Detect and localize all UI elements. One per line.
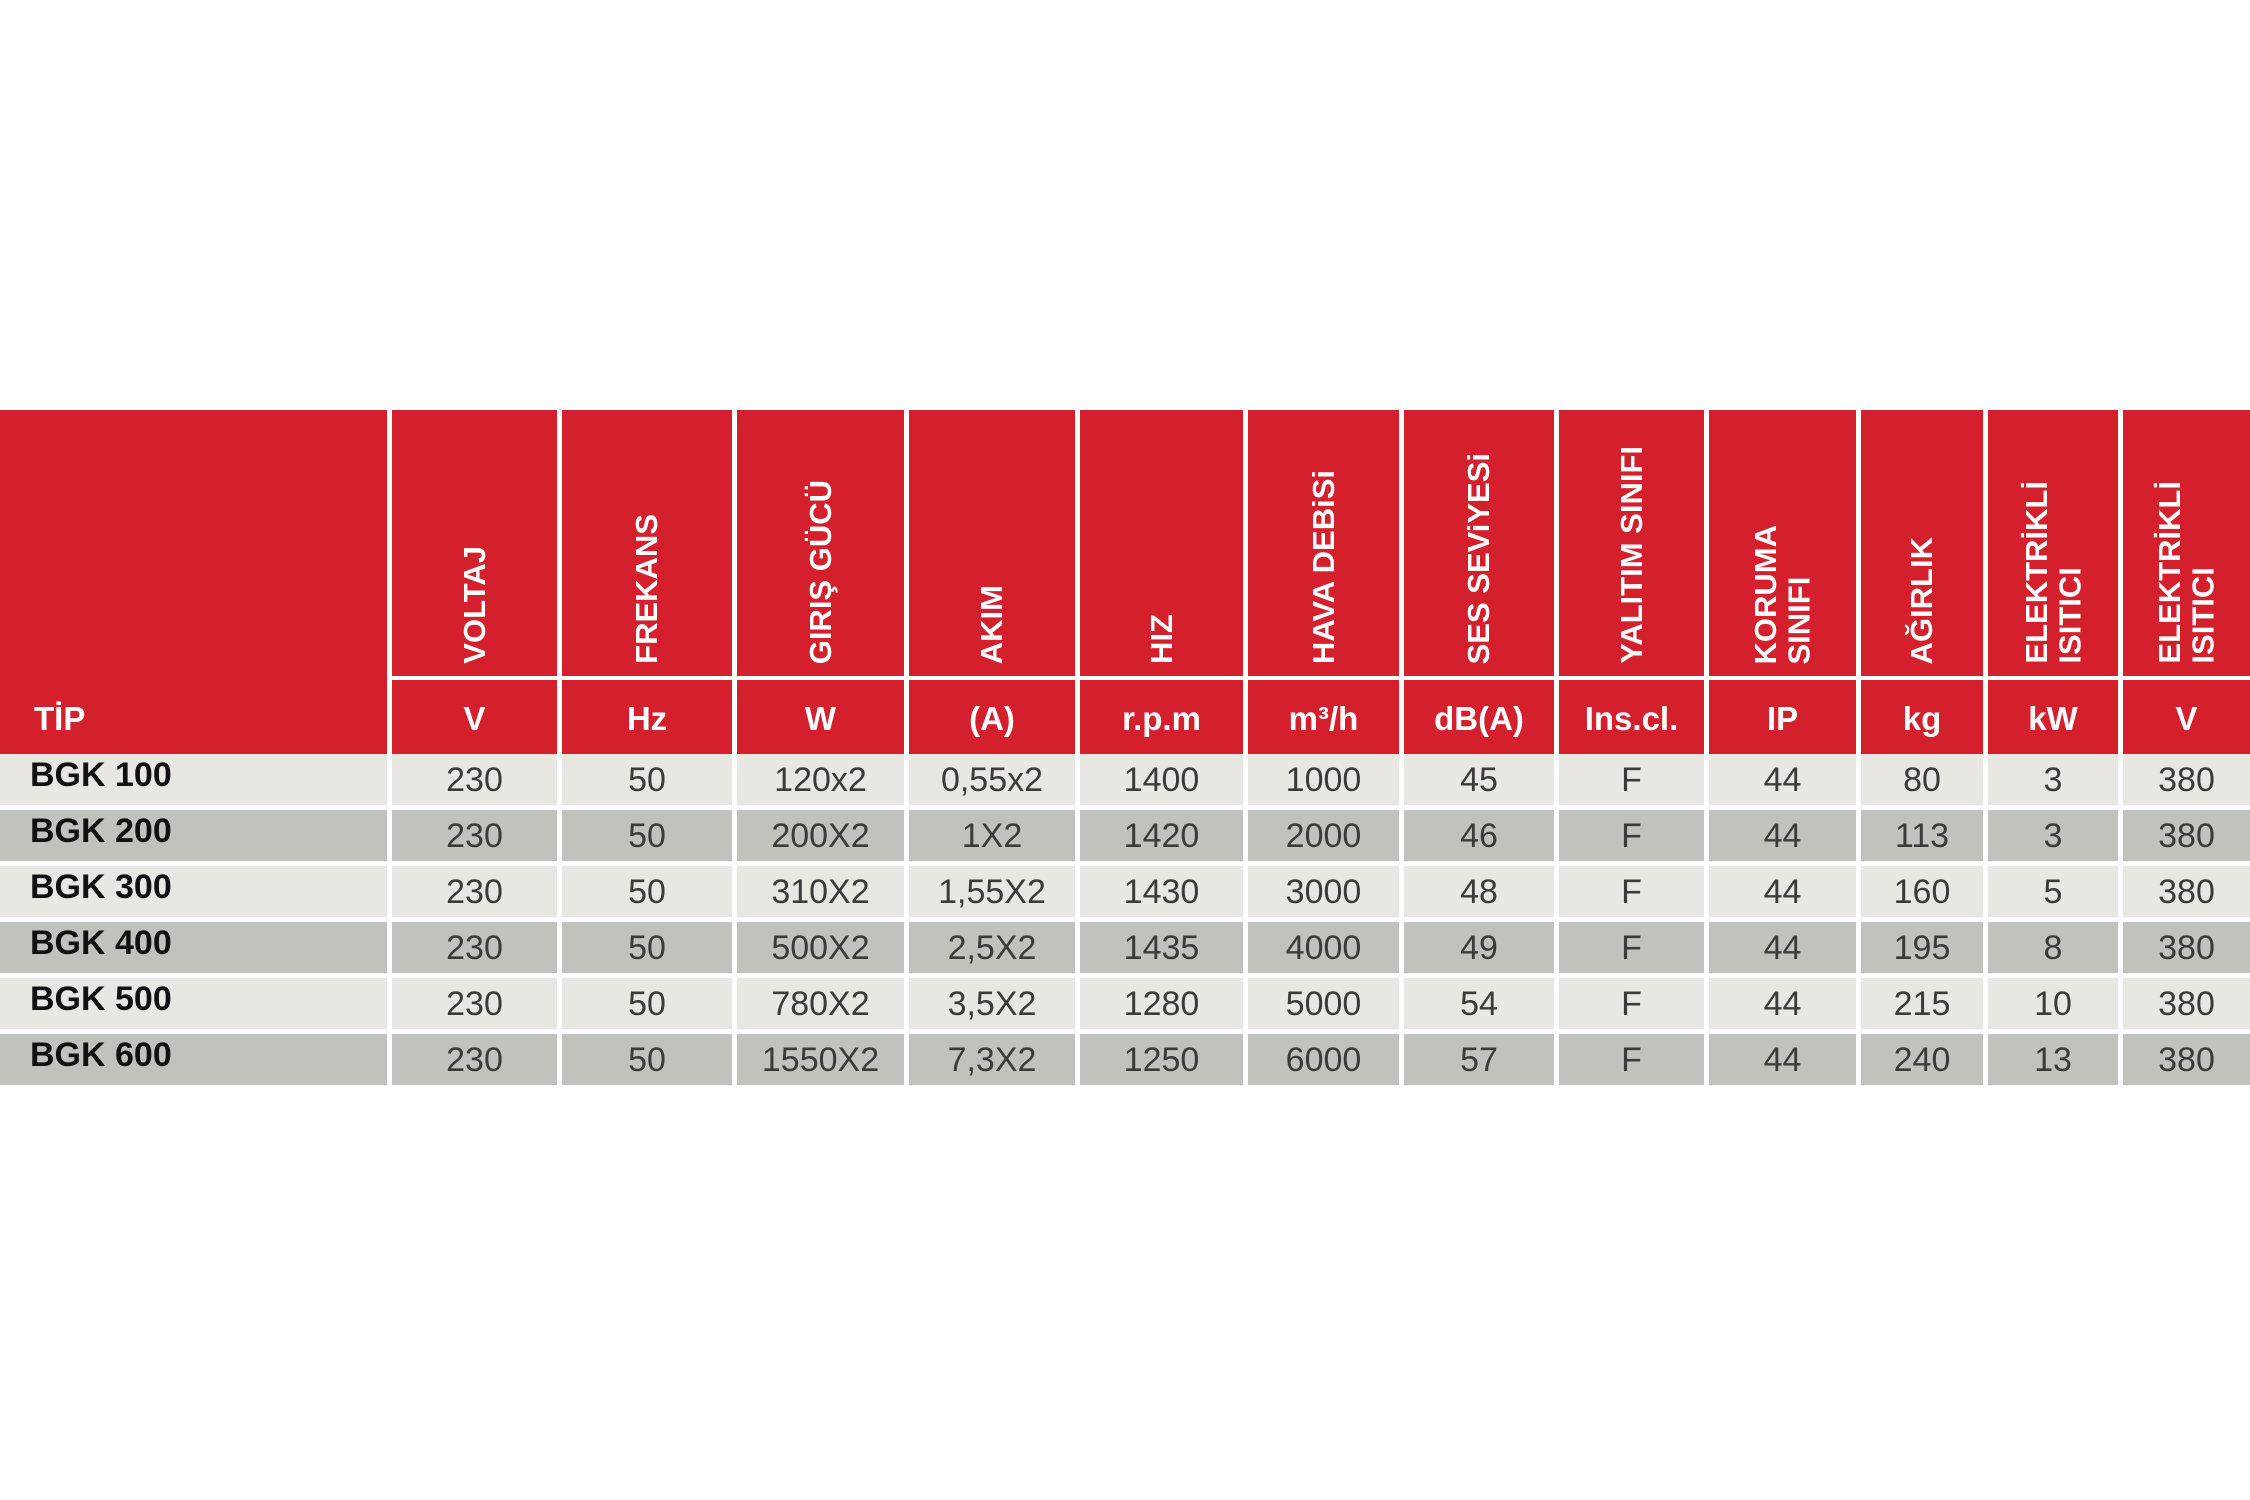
spec-table	[0, 410, 2250, 1090]
table-cell: 380	[2123, 1034, 2250, 1090]
tip-header-label: TİP	[34, 700, 86, 737]
column-unit-label: Hz	[626, 700, 668, 737]
column-unit-4	[909, 680, 1075, 754]
table-cell: 380	[2123, 978, 2250, 1034]
table-cell: 3	[1988, 810, 2118, 866]
table-cell: 3,5X2	[909, 978, 1075, 1034]
table-cell: 8	[1988, 922, 2118, 978]
table-cell: 50	[562, 978, 732, 1034]
column-unit-label: IP	[1766, 700, 1799, 737]
table-cell: 49	[1404, 922, 1554, 978]
column-unit-label: Ins.cl.	[1584, 700, 1679, 737]
table-cell: 0,55x2	[909, 754, 1075, 810]
table-cell: 4000	[1248, 922, 1399, 978]
column-header-6	[1248, 410, 1399, 680]
column-unit-label: kg	[1902, 700, 1942, 737]
column-unit-6	[1248, 680, 1399, 754]
table-cell: 50	[562, 922, 732, 978]
table-cell: 1420	[1080, 810, 1243, 866]
table-cell: 230	[392, 866, 557, 922]
table-cell: 7,3X2	[909, 1034, 1075, 1090]
table-cell: 215	[1861, 978, 1983, 1034]
tip-header	[0, 410, 387, 754]
column-header-11	[1988, 410, 2118, 680]
column-unit-label: m³/h	[1288, 700, 1359, 737]
table-cell: 1430	[1080, 866, 1243, 922]
column-header-1	[392, 410, 557, 680]
table-cell: 1000	[1248, 754, 1399, 810]
column-header-label: KORUMA SINIFI	[1748, 524, 1817, 664]
table-cell: 240	[1861, 1034, 1983, 1090]
table-cell: 230	[392, 1034, 557, 1090]
column-header-3	[737, 410, 904, 680]
column-unit-9	[1709, 680, 1856, 754]
table-cell: 2000	[1248, 810, 1399, 866]
table-cell: 780X2	[737, 978, 904, 1034]
column-header-10	[1861, 410, 1983, 680]
row-label-bgk-400: BGK 400	[0, 922, 387, 978]
table-cell: 195	[1861, 922, 1983, 978]
table-cell: 380	[2123, 922, 2250, 978]
column-unit-label: V	[2175, 700, 2198, 737]
column-unit-label: dB(A)	[1434, 700, 1524, 737]
table-cell: 10	[1988, 978, 2118, 1034]
table-cell: 1,55X2	[909, 866, 1075, 922]
column-unit-label: r.p.m	[1122, 700, 1201, 737]
column-unit-12	[2123, 680, 2250, 754]
table-cell: 5	[1988, 866, 2118, 922]
table-cell: 2,5X2	[909, 922, 1075, 978]
column-header-5	[1080, 410, 1243, 680]
table-cell: 50	[562, 810, 732, 866]
column-unit-2	[562, 680, 732, 754]
table-cell: 6000	[1248, 1034, 1399, 1090]
table-cell: 50	[562, 866, 732, 922]
column-header-8	[1559, 410, 1704, 680]
column-header-label: VOLTAJ	[456, 546, 492, 664]
column-header-label: SES SEViYESi	[1461, 452, 1497, 664]
column-unit-5	[1080, 680, 1243, 754]
column-unit-label: W	[804, 700, 837, 737]
column-header-label: FREKANS	[629, 514, 665, 664]
table-cell: 44	[1709, 810, 1856, 866]
table-cell: F	[1559, 922, 1704, 978]
row-label-bgk-600: BGK 600	[0, 1034, 387, 1090]
table-cell: 120x2	[737, 754, 904, 810]
table-cell: 5000	[1248, 978, 1399, 1034]
column-header-label: AĞIRLIK	[1904, 536, 1940, 664]
table-cell: F	[1559, 1034, 1704, 1090]
table-cell: 44	[1709, 866, 1856, 922]
table-cell: 13	[1988, 1034, 2118, 1090]
table-cell: F	[1559, 866, 1704, 922]
table-cell: F	[1559, 978, 1704, 1034]
table-cell: 48	[1404, 866, 1554, 922]
table-cell: 1250	[1080, 1034, 1243, 1090]
column-header-label: AKIM	[974, 584, 1010, 664]
table-cell: 1400	[1080, 754, 1243, 810]
table-cell: 310X2	[737, 866, 904, 922]
table-cell: 113	[1861, 810, 1983, 866]
table-cell: 200X2	[737, 810, 904, 866]
column-header-label: ELEKTRİKLİ ISITICI	[2152, 481, 2221, 664]
table-cell: 380	[2123, 866, 2250, 922]
row-label-bgk-100: BGK 100	[0, 754, 387, 810]
column-unit-11	[1988, 680, 2118, 754]
table-cell: 230	[392, 978, 557, 1034]
table-cell: 230	[392, 754, 557, 810]
table-cell: 230	[392, 922, 557, 978]
column-unit-3	[737, 680, 904, 754]
column-header-12	[2123, 410, 2250, 680]
table-cell: 1X2	[909, 810, 1075, 866]
table-cell: 160	[1861, 866, 1983, 922]
column-header-2	[562, 410, 732, 680]
column-header-label: HIZ	[1143, 614, 1179, 664]
row-label-bgk-200: BGK 200	[0, 810, 387, 866]
table-cell: 3	[1988, 754, 2118, 810]
column-header-4	[909, 410, 1075, 680]
table-cell: 500X2	[737, 922, 904, 978]
table-cell: F	[1559, 810, 1704, 866]
column-header-7	[1404, 410, 1554, 680]
table-cell: 380	[2123, 754, 2250, 810]
column-unit-label: V	[463, 700, 486, 737]
table-cell: 3000	[1248, 866, 1399, 922]
column-unit-label: (A)	[969, 700, 1015, 737]
column-unit-7	[1404, 680, 1554, 754]
table-cell: 50	[562, 754, 732, 810]
row-label-bgk-300: BGK 300	[0, 866, 387, 922]
table-cell: 57	[1404, 1034, 1554, 1090]
table-cell: 380	[2123, 810, 2250, 866]
column-header-label: GIRIŞ GÜCÜ	[802, 479, 838, 664]
table-cell: 44	[1709, 922, 1856, 978]
column-header-label: ELEKTRİKLİ ISITICI	[2018, 481, 2087, 664]
table-cell: 44	[1709, 978, 1856, 1034]
table-cell: 80	[1861, 754, 1983, 810]
column-header-label: YALITIM SINIFI	[1613, 446, 1649, 664]
table-cell: F	[1559, 754, 1704, 810]
table-cell: 46	[1404, 810, 1554, 866]
column-unit-label: kW	[2028, 700, 2078, 737]
column-unit-1	[392, 680, 557, 754]
column-header-label: HAVA DEBiSi	[1305, 469, 1341, 664]
table-cell: 54	[1404, 978, 1554, 1034]
row-label-bgk-500: BGK 500	[0, 978, 387, 1034]
table-cell: 44	[1709, 754, 1856, 810]
table-cell: 45	[1404, 754, 1554, 810]
table-cell: 50	[562, 1034, 732, 1090]
table-cell: 1280	[1080, 978, 1243, 1034]
column-unit-10	[1861, 680, 1983, 754]
table-cell: 1435	[1080, 922, 1243, 978]
table-cell: 1550X2	[737, 1034, 904, 1090]
table-cell: 44	[1709, 1034, 1856, 1090]
column-header-9	[1709, 410, 1856, 680]
table-cell: 230	[392, 810, 557, 866]
column-unit-8	[1559, 680, 1704, 754]
